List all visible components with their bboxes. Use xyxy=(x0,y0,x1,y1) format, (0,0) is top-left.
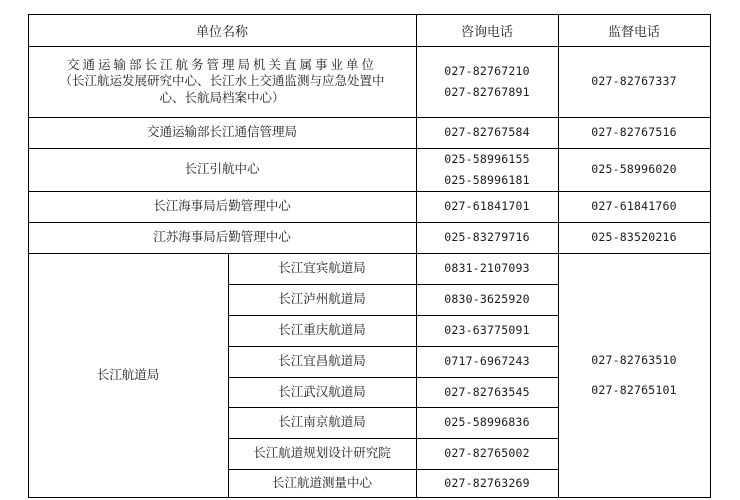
unit-name-line: （长江航运发展研究中心、长江水上交通监测与应急处置中 xyxy=(59,73,385,89)
header-supervise-phone: 监督电话 xyxy=(607,24,660,40)
group-name: 长江航道局 xyxy=(96,367,160,383)
unit-name-line: 心、长航局档案中心） xyxy=(159,89,285,105)
consult-phone: 027-82767210 xyxy=(444,64,530,79)
supervise-phone: 027-82763510 xyxy=(591,352,677,367)
consult-phone: 027-82767584 xyxy=(444,125,530,140)
unit-name: 江苏海事局后勤管理中心 xyxy=(153,229,291,245)
consult-phone: 027-82765002 xyxy=(444,446,530,461)
subunit-name: 长江重庆航道局 xyxy=(278,322,366,338)
contact-table xyxy=(28,14,711,498)
group-supervise-cell xyxy=(558,253,710,498)
subunit-name: 长江宜昌航道局 xyxy=(278,353,366,369)
subunit-name: 长江航道规划设计研究院 xyxy=(253,445,391,461)
consult-phone: 023-63775091 xyxy=(444,323,530,338)
consult-phone-cell xyxy=(416,46,558,117)
subunit-name: 长江泸州航道局 xyxy=(278,291,366,307)
subunit-name: 长江宜宾航道局 xyxy=(278,260,366,276)
consult-phone: 025-58996181 xyxy=(444,172,530,187)
unit-name: 交通运输部长江通信管理局 xyxy=(146,124,297,140)
supervise-phone: 027-82765101 xyxy=(591,382,677,397)
consult-phone: 027-82763269 xyxy=(444,475,530,490)
consult-phone: 0830-3625920 xyxy=(444,292,530,307)
supervise-phone: 025-58996020 xyxy=(591,162,677,177)
header-consult-phone: 咨询电话 xyxy=(460,24,513,40)
consult-phone: 027-61841701 xyxy=(444,199,530,214)
unit-cell xyxy=(28,46,416,117)
consult-phone: 0717-6967243 xyxy=(444,354,530,369)
consult-phone: 027-82763545 xyxy=(444,384,530,399)
consult-phone: 025-58996155 xyxy=(444,152,530,167)
subunit-name: 长江航道测量中心 xyxy=(271,474,372,490)
unit-name: 长江引航中心 xyxy=(184,161,260,177)
consult-phone: 025-83279716 xyxy=(444,230,530,245)
subunit-name: 长江武汉航道局 xyxy=(278,383,366,399)
supervise-phone: 027-61841760 xyxy=(591,199,677,214)
consult-phone-cell xyxy=(416,148,558,191)
subunit-name: 长江南京航道局 xyxy=(278,414,366,430)
unit-name: 长江海事局后勤管理中心 xyxy=(153,198,291,214)
consult-phone: 027-82767891 xyxy=(444,84,530,99)
supervise-phone: 025-83520216 xyxy=(591,230,677,245)
supervise-phone: 027-82767337 xyxy=(591,74,677,89)
header-unit-name: 单位名称 xyxy=(195,24,248,40)
supervise-phone: 027-82767516 xyxy=(591,125,677,140)
consult-phone: 0831-2107093 xyxy=(444,261,530,276)
unit-name-line: 交通运输部长江航务管理局机关直属事业单位 xyxy=(66,56,377,72)
consult-phone: 025-58996836 xyxy=(444,415,530,430)
